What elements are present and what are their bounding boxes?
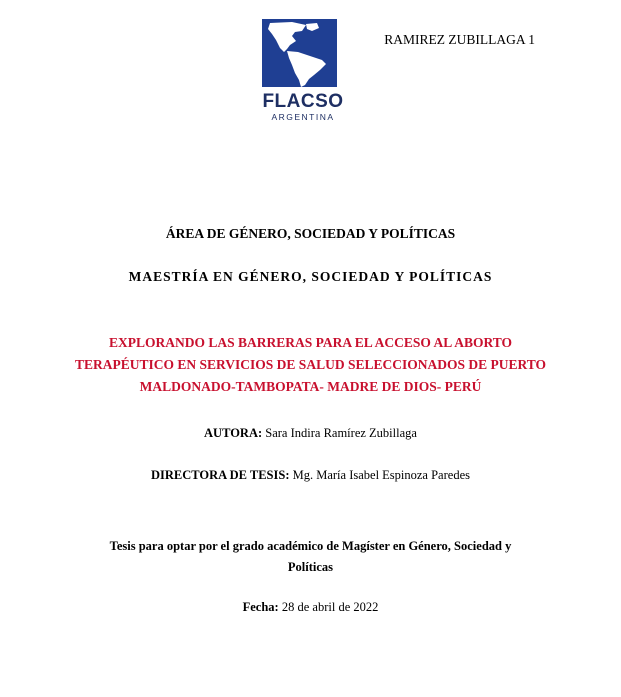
director-line	[0, 468, 621, 483]
area-heading: ÁREA DE GÉNERO, SOCIEDAD Y POLÍTICAS	[165, 226, 456, 241]
americas-map-icon	[262, 19, 337, 87]
director-name: Mg. María Isabel Espinoza Paredes	[292, 468, 470, 482]
flacso-logo	[262, 19, 344, 125]
date-value: 28 de abril de 2022	[281, 600, 379, 614]
running-head: RAMIREZ ZUBILLAGA 1	[384, 32, 535, 47]
date-label: Fecha:	[242, 600, 279, 614]
date-line	[0, 600, 621, 615]
thesis-title-line: EXPLORANDO LAS BARRERAS PARA EL ACCESO AL ABORTO	[109, 335, 512, 350]
thesis-statement-line: Políticas	[287, 560, 334, 574]
thesis-statement-line: Tesis para optar por el grado académico de Magíster en Género, Sociedad y	[109, 539, 512, 553]
thesis-statement	[0, 536, 621, 578]
thesis-title	[0, 332, 621, 398]
director-label: DIRECTORA DE TESIS:	[151, 468, 290, 482]
author-name: Sara Indira Ramírez Zubillaga	[265, 426, 417, 440]
author-line	[0, 426, 621, 441]
author-label: AUTORA:	[204, 426, 263, 440]
thesis-title-line: TERAPÉUTICO EN SERVICIOS DE SALUD SELECCIONADOS DE PUERTO	[74, 357, 547, 372]
logo-wordmark: FLACSO	[262, 91, 344, 112]
logo-subtitle: ARGENTINA	[271, 112, 335, 122]
program-heading: MAESTRÍA EN GÉNERO, SOCIEDAD Y POLÍTICAS	[128, 269, 493, 284]
thesis-title-line: MALDONADO-TAMBOPATA- MADRE DE DIOS- PERÚ	[139, 379, 482, 394]
